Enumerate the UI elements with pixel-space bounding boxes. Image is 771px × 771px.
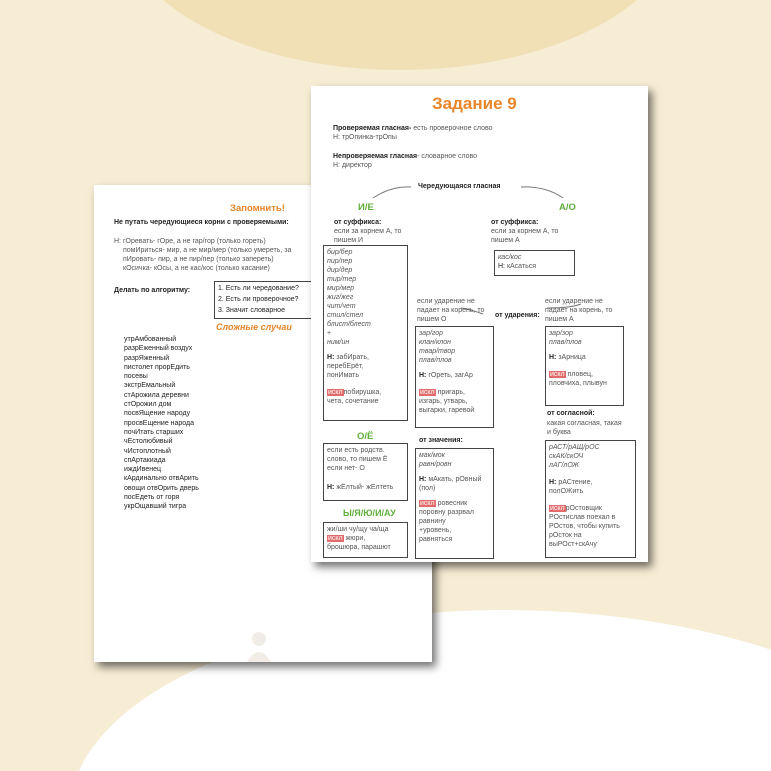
unchecked-vowel-line (333, 152, 477, 161)
ie-exception-line-2: чета, сочетание (327, 398, 379, 405)
front-page (311, 86, 648, 562)
yu-line-3: брошюра, парашют (327, 544, 391, 551)
yu-exception-tag: искл (328, 535, 343, 542)
yu-exception-text: жюри, (343, 535, 366, 542)
yo-box (323, 443, 408, 501)
hard-case-item: кАрдинально отвАрить (124, 475, 199, 483)
stress-right-exception-tag: искл (550, 371, 565, 378)
hard-case-item: разрЕженный воздух (124, 345, 193, 353)
hard-case-item: разрЯженный (124, 354, 170, 362)
ao-heading: А/О (559, 202, 576, 213)
ie-root: жиг/жег (327, 294, 354, 301)
hard-case-item: чИстоплотный (124, 447, 171, 455)
ie-root: тир/тер (327, 276, 357, 283)
consonant-example-line-1 (549, 478, 632, 487)
yo-example-label: Н: (327, 484, 335, 491)
hard-case-item: спАртакиада (124, 456, 166, 464)
ie-root: чит/чет (327, 303, 356, 310)
ie-root: мир/мер (327, 285, 355, 292)
stress-left-exception-line-1 (419, 388, 490, 397)
consonant-root: скАК/скОЧ (549, 453, 584, 460)
stress-left-rule-3: пишем О (417, 316, 447, 323)
ie-root: стил/стел (327, 312, 364, 319)
algo-label: Делать по алгоритму: (114, 287, 191, 294)
meaning-example-label: Н: (419, 476, 427, 483)
meaning-exception-line-4: +уровень, (419, 527, 452, 534)
back-example-4: кОсичка- кОсы, а не кас/кос (только касание) (123, 265, 270, 272)
stress-left-exception-text: пригарь, (435, 389, 465, 396)
consonant-exception-text: рОстовщик (565, 505, 602, 512)
meaning-exception-tag: искл (420, 500, 435, 507)
ie-root: блист/блест (327, 321, 371, 328)
yo-rule-2: слово, то пишем Ё (327, 456, 388, 463)
consonant-box (545, 440, 636, 558)
ie-suffix-label: от суффикса: (334, 219, 382, 226)
consonant-example-label: Н: (549, 479, 557, 486)
yu-line-2 (327, 534, 404, 543)
hard-case-item: иждИвенец (124, 466, 162, 474)
checked-vowel-label: Проверяемая гласная- (333, 125, 412, 132)
stress-left-root: твар/твор (419, 348, 456, 355)
ao-rule-1: если за корнем А, то (491, 228, 559, 235)
consonant-rule-2: и буква (547, 429, 571, 436)
stress-right-exception-line-1 (549, 370, 620, 379)
yo-rule-1: если есть родств. (327, 447, 385, 454)
unchecked-vowel-example: Н: директор (333, 162, 372, 169)
consonant-exception-line-5: выРОст+скАчу (549, 541, 597, 548)
ie-example-line-2: перебЕрёт, (327, 363, 364, 370)
stress-title: от ударения: (495, 312, 540, 319)
stress-left-rule-2: падает на корень, то (417, 307, 485, 314)
yo-example-text: жЁлтый- жЕлтеть (334, 484, 394, 491)
meaning-example-line-1 (419, 475, 490, 484)
ie-example-line-3: понИмать (327, 372, 359, 379)
stress-left-example-label: Н: (419, 372, 427, 379)
checked-vowel-example: Н: трОпинка-трОпы (333, 134, 397, 141)
stress-left-box (415, 326, 494, 428)
meaning-exception-text: ровесник (435, 500, 468, 507)
ie-root: ним/ин (327, 339, 350, 346)
algo-step-3: 3. Значит словарное (218, 307, 285, 314)
stress-right-example-label: Н: (549, 354, 557, 361)
stress-right-example-text: зАрница (556, 354, 586, 361)
ie-exception-line-1 (327, 388, 404, 397)
back-example-1: Н: гОревать- гОре, а не гар/гор (только гореть) (114, 238, 266, 245)
algo-step-2: 2. Есть ли проверочное? (218, 296, 299, 303)
consonant-title: от согласной: (547, 410, 595, 417)
ie-example-label: Н: (327, 354, 335, 361)
consonant-exception-line-4: рОсток на (549, 532, 582, 539)
hard-cases-title: Сложные случаи (216, 322, 292, 332)
consonant-exception-line-2: РОстислав поехал в (549, 514, 616, 521)
stress-right-root: зар/зор (549, 330, 573, 337)
consonant-root: рАСТ/рАЩ/рОС (549, 444, 600, 451)
meaning-box (415, 448, 494, 559)
stress-left-exception-tag: искл (420, 389, 435, 396)
stress-left-example (419, 371, 490, 380)
author-watermark-icon (242, 628, 276, 662)
ie-root: дир/дер (327, 267, 353, 274)
yu-heading: Ы/Я/Ю/И/АУ (343, 508, 396, 518)
consonant-example-text: рАСтение, (556, 479, 593, 486)
checked-vowel-text: есть проверочное слово (411, 125, 493, 132)
ie-heading: И/Е (358, 202, 374, 213)
hard-case-item: укрОщавший тигра (124, 503, 187, 511)
ie-rule-2: пишем И (334, 237, 363, 244)
hard-case-item: чЕстолюбивый (124, 438, 173, 446)
ie-root: + (327, 330, 332, 337)
consonant-exception-line-1 (549, 504, 632, 513)
consonant-exception-line-3: РОстов, чтобы купить (549, 523, 620, 530)
ie-exception-text: побирушка, (343, 389, 382, 396)
meaning-title: от значения: (419, 437, 463, 444)
ie-exception-tag: искл (328, 389, 343, 396)
meaning-example-line-2: (пол) (419, 485, 436, 492)
stress-right-exception-line-2: пловчиха, плывун (549, 380, 607, 387)
ie-root: бир/бер (327, 249, 353, 256)
ao-root: кас/кос (498, 254, 522, 261)
stress-left-example-text: гОреть, загАр (426, 372, 473, 379)
ie-roots-box (323, 245, 408, 421)
consonant-exception-tag: искл (550, 505, 565, 512)
meaning-exception-line-1 (419, 499, 490, 508)
hard-case-item: стОрожил дом (124, 401, 172, 409)
consonant-root: лАГ/лОЖ (549, 462, 579, 469)
stress-left-exception-line-3: выгарки, гаревой (419, 407, 475, 414)
meaning-exception-line-5: равняться (419, 536, 453, 543)
hard-case-item: экстрЕмальный (124, 382, 176, 390)
ie-rule-1: если за корнем А, то (334, 228, 402, 235)
stress-right-exception-text: пловец, (565, 371, 593, 378)
ao-example-label: Н: (498, 263, 505, 270)
front-page-title: Задание 9 (432, 94, 517, 113)
algo-step-1: 1. Есть ли чередование? (218, 285, 299, 292)
stress-right-rule-3: пишем А (545, 316, 574, 323)
hard-case-item: утрАмбованный (124, 336, 177, 343)
back-page-title: Запомнить! (230, 203, 285, 214)
ie-example-text: забИрать, (334, 354, 369, 361)
alternating-title: Чередующаяся гласная (418, 183, 501, 190)
stress-right-rule-2: падает на корень, то (545, 307, 613, 314)
stress-right-root: плав/плов (549, 339, 582, 346)
stress-right-example (549, 353, 620, 362)
ao-example-text: кАсаться (505, 263, 537, 270)
hard-case-item: посвЯщение народу (124, 410, 191, 418)
unchecked-vowel-label: Непроверяемая гласная (333, 153, 418, 160)
yu-line-1: жи/ши чу/щу ча/ща (327, 526, 389, 533)
stress-left-exception-line-2: изгарь, утварь, (419, 398, 468, 405)
hard-case-item: овощи отвОрить дверь (124, 484, 199, 492)
back-example-3: пИровать- пир, а не пир/пер (только запереть) (123, 256, 274, 263)
yo-example (327, 483, 404, 492)
back-warning: Не путать чередующиеся корни с проверяемыми: (114, 219, 289, 226)
ie-example-line-1 (327, 353, 404, 362)
background-blob-top (120, 0, 680, 70)
back-example-2: помИриться- мир, а не мир/мер (только умереть, за (123, 247, 292, 254)
hard-cases-list (124, 335, 199, 512)
meaning-root: мак/мок (419, 452, 445, 459)
meaning-exception-line-2: поровну разрвал (419, 509, 474, 516)
consonant-rule-1: какая согласная, такая (547, 420, 622, 427)
stress-left-root: зар/гор (419, 330, 444, 337)
stress-right-box (545, 326, 624, 406)
meaning-example-text: мАкать, рОвный (426, 476, 482, 483)
unchecked-vowel-text: - словарное слово (417, 153, 478, 160)
stress-right-rule-1: если ударение не (545, 298, 603, 305)
meaning-exception-line-3: равнину (419, 518, 446, 525)
consonant-example-line-2: полОЖить (549, 488, 584, 495)
stress-left-root: плав/плов (419, 357, 452, 364)
hard-case-item: посЕдеть от горя (124, 494, 180, 502)
hard-case-item: посевы (124, 373, 148, 381)
hard-case-item: почИтать старших (124, 428, 184, 436)
ao-roots-box (494, 250, 575, 276)
hard-case-item: просвЕщение народа (124, 419, 195, 427)
algo-box (214, 281, 324, 319)
meaning-root: равн/ровн (419, 461, 452, 468)
hard-case-item: пистолет прорЕдить (124, 363, 190, 371)
hard-case-item: стАрожила деревни (124, 391, 189, 399)
ao-suffix-label: от суффикса: (491, 219, 539, 226)
stress-left-root: клан/клон (419, 339, 451, 346)
stress-left-rule-1: если ударение не (417, 298, 475, 305)
ao-example-line (498, 262, 571, 271)
yu-box (323, 522, 408, 558)
yo-rule-3: если нет- О (327, 465, 365, 472)
ao-rule-2: пишем А (491, 237, 520, 244)
checked-vowel-line (333, 124, 493, 133)
yo-heading: О/Ё (357, 431, 374, 442)
ie-root: пир/пер (327, 258, 353, 265)
